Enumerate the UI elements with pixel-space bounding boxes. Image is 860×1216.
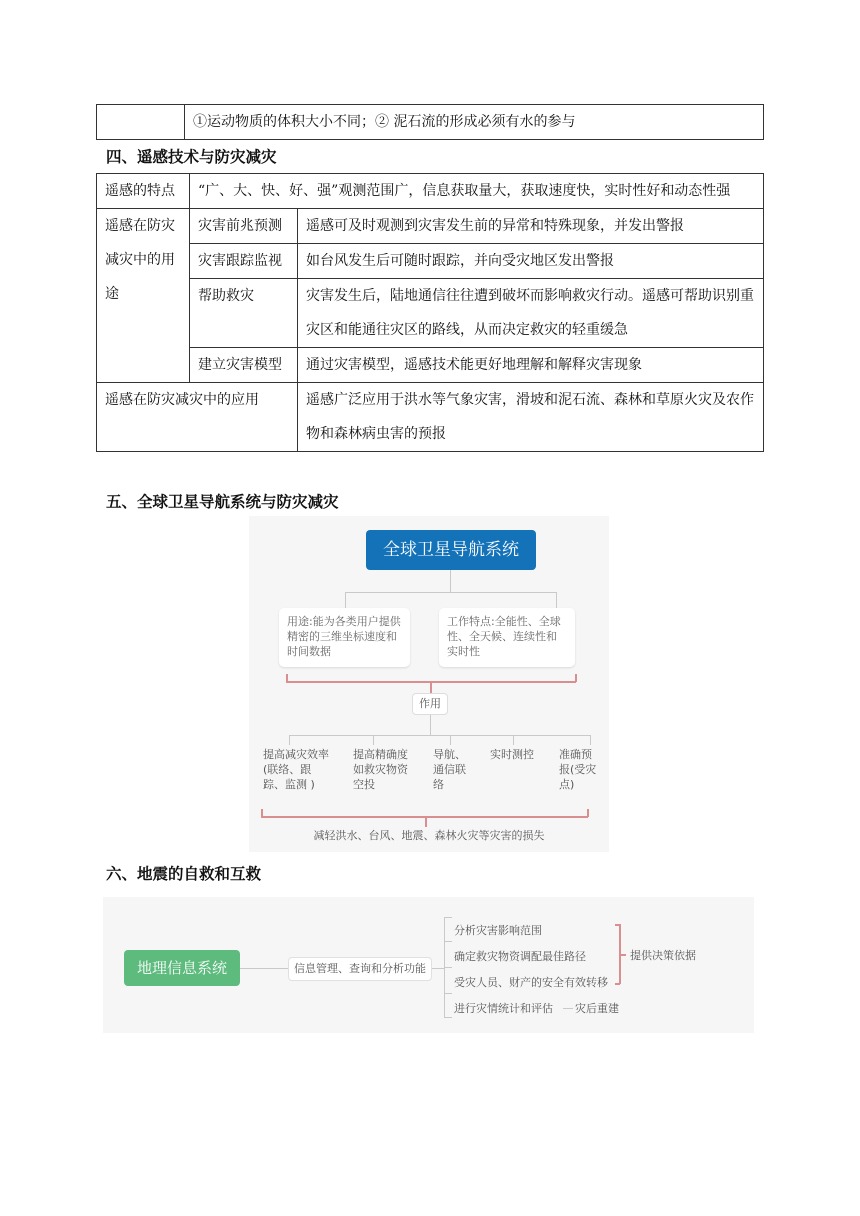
gis-group-label: 提供决策依据: [630, 949, 696, 962]
gnss-item: 提高减灾效率(联络、跟踪、监测 ): [263, 748, 329, 791]
gis-root-node: 地理信息系统: [124, 950, 240, 986]
use-desc: 通过灾害模型，遥感技术能更好地理解和解释灾害现象: [298, 348, 764, 383]
table-row: [97, 105, 764, 140]
use-desc: 灾害发生后，陆地通信往往遭到破坏而影响救灾行动。遥感可帮助识别重灾区和能通往灾区的路线，从而决定救灾的轻重缓急: [298, 279, 764, 348]
gis-item: 确定救灾物资调配最佳路径: [454, 950, 586, 963]
table-row: [97, 383, 764, 452]
gnss-item: 准确预报(受灾点): [559, 748, 597, 791]
use-name: 灾害前兆预测: [190, 209, 298, 244]
gis-item: 进行灾情统计和评估: [454, 1002, 553, 1015]
gnss-diagram: [249, 516, 609, 852]
use-desc: 遥感可及时观测到灾害发生前的异常和特殊现象，并发出警报: [298, 209, 764, 244]
gnss-item: 提高精确度如救灾物资空投: [353, 748, 408, 791]
gis-last-label: 灾后重建: [575, 1002, 619, 1015]
table-row: [97, 244, 764, 279]
table-row: [97, 174, 764, 209]
application-text: 遥感广泛应用于洪水等气象灾害，滑坡和泥石流、森林和草原火灾及农作物和森林病虫害的预报: [298, 383, 764, 452]
use-name: 建立灾害模型: [190, 348, 298, 383]
features-label: 遥感的特点: [97, 174, 190, 209]
gnss-center-node: 作用: [412, 693, 448, 715]
table-cell: ①运动物质的体积大小不同；② 泥石流的形成必须有水的参与: [185, 105, 764, 140]
use-name: 灾害跟踪监视: [190, 244, 298, 279]
gis-function-node: 信息管理、查询和分析功能: [288, 957, 432, 981]
application-label: 遥感在防灾减灾中的应用: [97, 383, 298, 452]
table-row: [97, 348, 764, 383]
section-heading-gis: 六、地震的自救和互救: [106, 865, 262, 883]
gnss-bottom-label: 减轻洪水、台风、地震、森林火灾等灾害的损失: [313, 829, 545, 842]
gis-diagram: [103, 897, 754, 1033]
gis-item: 分析灾害影响范围: [454, 924, 542, 937]
gnss-title-node: 全球卫星导航系统: [366, 530, 536, 570]
table-continuation: [96, 104, 764, 140]
table-cell: [97, 105, 185, 140]
gis-item: 受灾人员、财产的安全有效转移: [454, 976, 608, 989]
use-desc: 如台风发生后可随时跟踪，并向受灾地区发出警报: [298, 244, 764, 279]
table-row: [97, 209, 764, 244]
section-heading-remote-sensing: 四、遥感技术与防灾减灾: [106, 148, 277, 166]
table-row: [97, 279, 764, 348]
gnss-feature-box: 工作特点:全能性、全球性、全天候、连续性和实时性: [439, 608, 575, 667]
uses-label: 遥感在防灾减灾中的用途: [97, 209, 190, 383]
features-text: “广、大、快、好、强”观测范围广，信息获取量大，获取速度快，实时性好和动态性强: [190, 174, 764, 209]
gnss-item: 实时测控: [490, 748, 534, 761]
gnss-use-box: 用途:能为各类用户提供精密的三维坐标速度和时间数据: [279, 608, 410, 667]
gnss-item: 导航、通信联络: [433, 748, 466, 791]
section-heading-gnss: 五、全球卫星导航系统与防灾减灾: [106, 493, 339, 511]
use-name: 帮助救灾: [190, 279, 298, 348]
remote-sensing-table: [96, 173, 764, 452]
